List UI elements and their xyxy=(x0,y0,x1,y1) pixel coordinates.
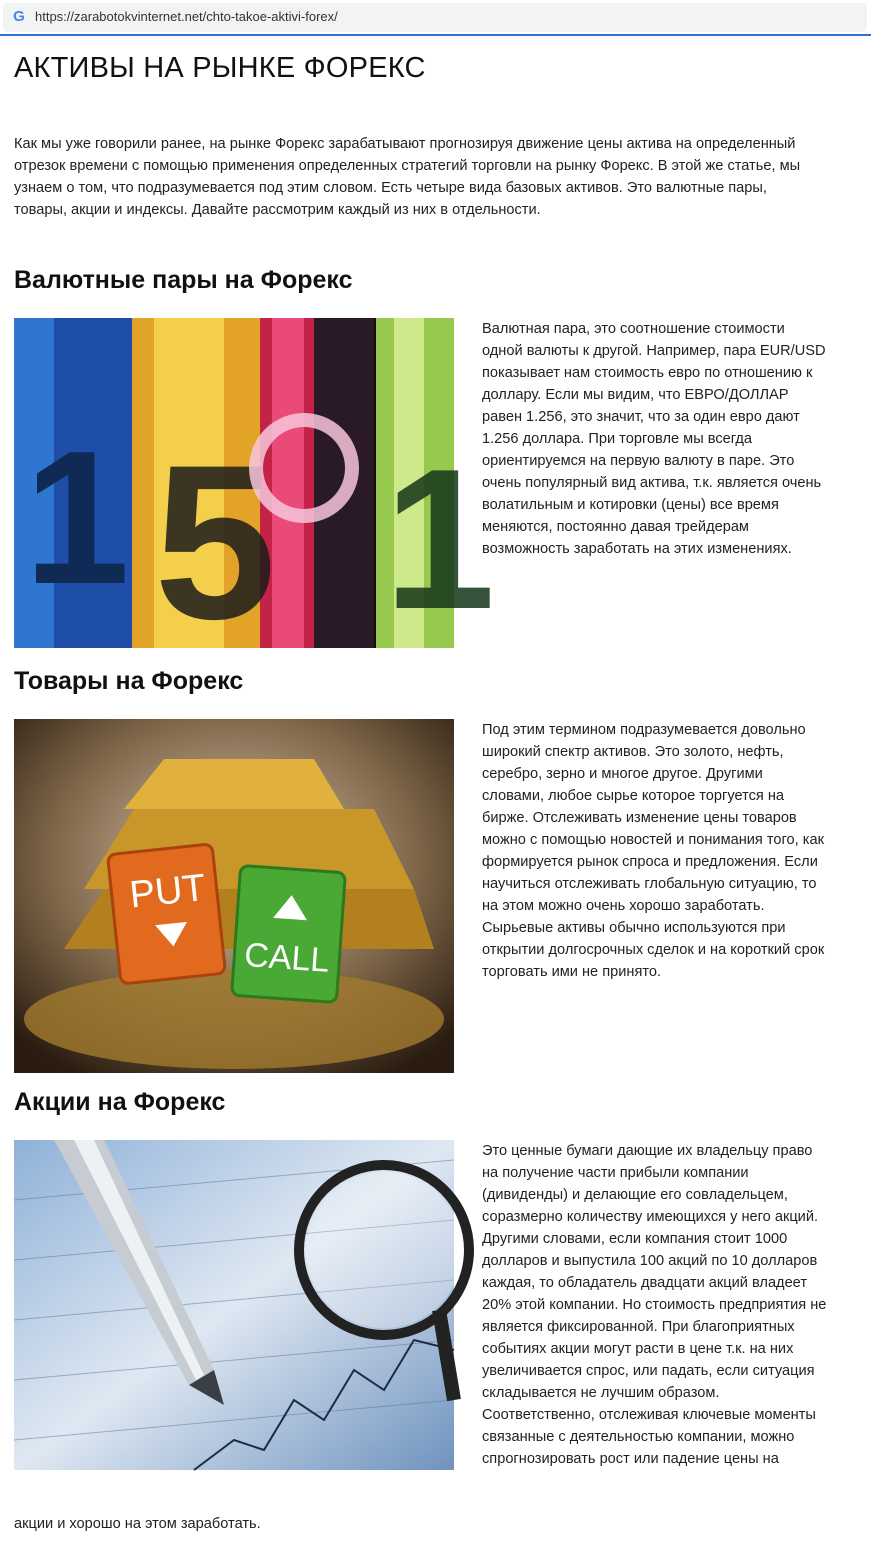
section-text-commodities: Под этим термином подразумевается довольно широкий спектр активов. Это золото, нефть, серебро, зерно и многое другое. Другими словами, любое сырье которое торгуется на бирже. Отслеживать изменение цены товаров можно с помощью новостей и понимания того, как формируется рынок спроса и предложения. Если научиться отслеживать глобальную ситуацию, то на этом можно очень хорошо заработать. Сырьевые активы обычно используются при открытии долгосрочных сделок и на короткий срок торговать ими не принято. xyxy=(482,722,825,980)
svg-text:5: 5 xyxy=(154,419,277,665)
gold-bars-image xyxy=(14,719,454,1073)
section-text-stocks-tail: акции и хорошо на этом заработать. xyxy=(14,1516,261,1532)
section-heading-currency-pairs: Валютные пары на Форекс xyxy=(14,266,353,294)
banknotes-image xyxy=(14,318,496,665)
put-label: PUT xyxy=(127,866,208,917)
call-label: CALL xyxy=(243,935,331,980)
svg-text:1: 1 xyxy=(24,412,130,624)
intro-paragraph: Как мы уже говорили ранее, на рынке Форекс зарабатывают прогнозируя движение цены актива на определенный отрезок времени с помощью применения определенных стратегий торговли на рынку Форекс. В этой же статье, мы узнаем о том, что подразумевается под этим словом. Есть четыре вида базовых активов. Это валютные пары, товары, акции и индексы. Давайте рассмотрим каждый из них в отдельности. xyxy=(14,136,801,218)
browser-address-bar xyxy=(0,0,871,36)
svg-text:1: 1 xyxy=(384,428,496,651)
google-icon: G xyxy=(13,8,25,25)
url-text[interactable]: https://zarabotokvinternet.net/chto-takoe-aktivi-forex/ xyxy=(35,9,338,24)
url-field[interactable] xyxy=(3,3,867,32)
stock-chart-pen-image xyxy=(14,1140,454,1470)
section-text-currency-pairs: Валютная пара, это соотношение стоимости одной валюты к другой. Например, пара EUR/USD показывает нам стоимость евро по отношению к доллару. Если мы видим, что ЕВРО/ДОЛЛАР равен 1.256, это значит, что за один евро дают 1.256 доллара. При торговле мы всегда ориентируемся на первую валюту в паре. Это очень популярный вид актива, т.к. является очень волатильным и котировки (цены) все время меняются, постоянно давая трейдерам возможность заработать на этих изменениях. xyxy=(482,321,826,557)
section-heading-stocks: Акции на Форекс xyxy=(14,1088,226,1116)
page-title: АКТИВЫ НА РЫНКЕ ФОРЕКС xyxy=(14,52,426,84)
section-text-stocks: Это ценные бумаги дающие их владельцу право на получение части прибыли компании (дивиденды) и делающие его совладельцем, соразмерно количеству имеющихся у него акций. Другими словами, если компания стоит 1000 долларов и выпустила 100 акций по 10 долларов каждая, то обладатель двадцати акций владеет 20% этой компании. Но стоимость предприятия не является фиксированной. При благоприятных событиях акции могут расти в цене т.к. на них увеличивается спрос, или падать, если ситуация складывается не лучшим образом. Соответственно, отслеживая ключевые моменты связанные с деятельностью компании, можно спрогнозировать рост или падение цены на xyxy=(482,1143,827,1467)
section-heading-commodities: Товары на Форекс xyxy=(14,667,244,695)
